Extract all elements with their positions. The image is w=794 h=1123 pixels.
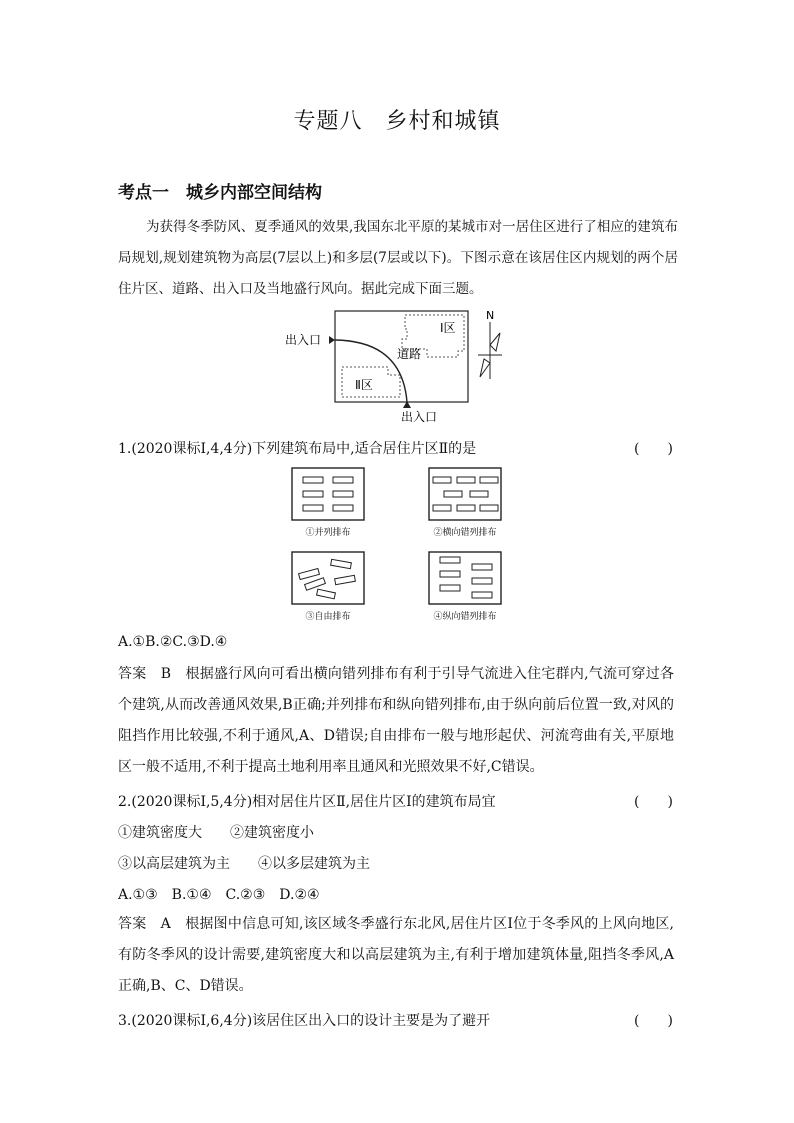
zone2-label: Ⅱ区 <box>355 378 373 392</box>
section-heading: 考点一 城乡内部空间结构 <box>118 183 322 203</box>
entrance-bottom-label: 出入口 <box>401 410 438 424</box>
q2-choices: A.①③ B.①④ C.②③ D.②④ <box>118 887 320 903</box>
zone1-label: Ⅰ区 <box>440 321 456 335</box>
page-title: 专题八 乡村和城镇 <box>293 109 501 134</box>
residential-map <box>280 305 520 425</box>
q3-stem: 3.(2020课标Ⅰ,6,4分)该居住区出入口的设计主要是为了避开 <box>118 1013 491 1029</box>
caption-4: ④纵向错列排布 <box>433 612 497 622</box>
q2-stem: 2.(2020课标Ⅰ,5,4分)相对居住片区Ⅱ,居住片区Ⅰ的建筑布局宜 <box>118 794 496 810</box>
entrance-left-marker <box>329 336 335 344</box>
q1-stem: 1.(2020课标Ⅰ,4,4分)下列建筑布局中,适合居住片区Ⅱ的是 <box>118 441 477 457</box>
north-label: N <box>486 309 495 322</box>
q2-options-line2: ③以高层建筑为主 ④以多层建筑为主 <box>118 856 370 872</box>
entrance-left-label: 出入口 <box>285 333 322 347</box>
layout-free <box>291 551 365 605</box>
layout-horizontal-staggered <box>428 467 502 521</box>
wind-symbol-lower <box>480 359 490 377</box>
intro-paragraph: 为获得冬季防风、夏季通风的效果,我国东北平原的某城市对一居住区进行了相应的建筑布局规划,规划建筑物为高层(7层以上)和多层(7层或以下)。下图示意在该居住区内规划的两个居住片区、道路、出入口及当地盛行风向。据此完成下面三题。 <box>118 219 678 297</box>
layout-parallel <box>291 467 365 521</box>
caption-1: ①并列排布 <box>305 528 351 538</box>
q2-answer: 答案 A 根据图中信息可知,该区域冬季盛行东北风,居住片区Ⅰ位于冬季风的上风向地区,有防冬季风的设计需要,建筑密度大和以高层建筑为主,有利于增加建筑体量,阻挡冬季风,A正确,B、C、D错误。 <box>118 916 674 994</box>
road-label: 道路 <box>397 347 422 361</box>
q3-paren: ( ) <box>634 1013 673 1029</box>
q1-paren: ( ) <box>634 441 673 457</box>
layout-vertical-staggered <box>428 551 502 605</box>
q1-answer: 答案 B 根据盛行风向可看出横向错列排布有利于引导气流进入住宅群内,气流可穿过各个建筑,从而改善通风效果,B正确;并列排布和纵向错列排布,由于纵向前后位置一致,对风的阻挡作用比较强,不利于通风,A、D错误;自由排布一般与地形起伏、河流弯曲有关,平原地区一般不适用,不利于提高土地利用率且通风和光照效果不好,C错误。 <box>118 666 674 775</box>
caption-2: ②横向错列排布 <box>433 528 497 538</box>
caption-3: ③自由排布 <box>305 612 351 622</box>
q2-paren: ( ) <box>634 794 673 810</box>
wind-symbol-upper <box>490 333 500 351</box>
q1-options: A.①B.②C.③D.④ <box>118 634 228 650</box>
q2-options-line1: ①建筑密度大 ②建筑密度小 <box>118 825 314 841</box>
